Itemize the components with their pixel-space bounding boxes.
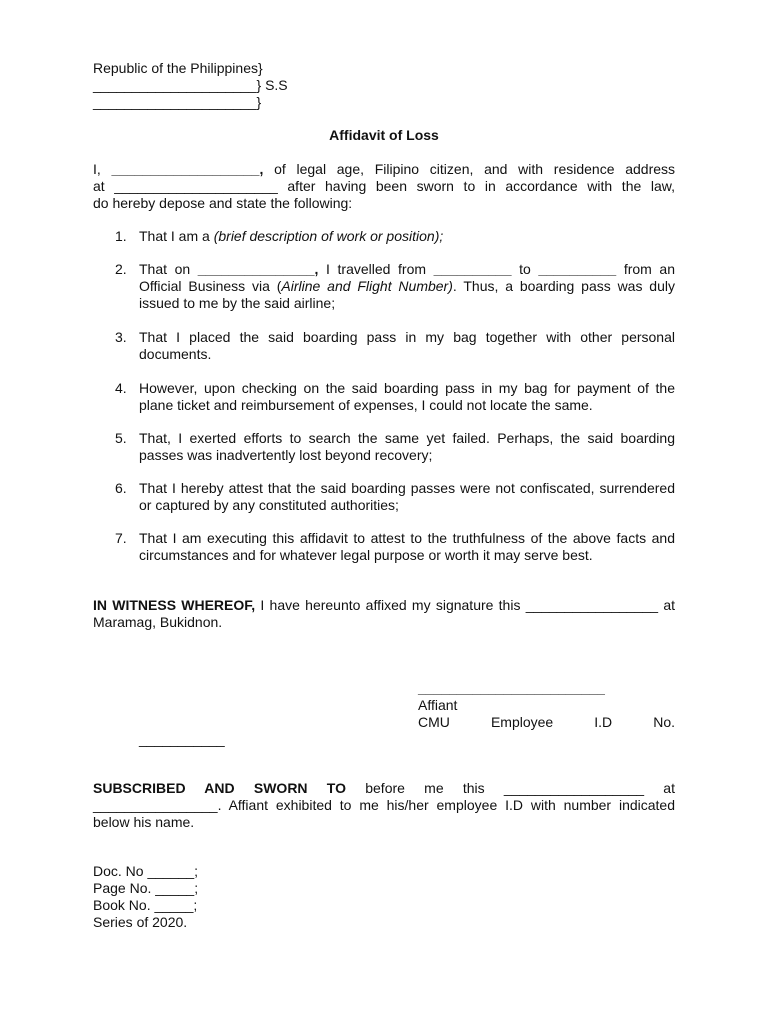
intro-line-2: at _____________________ after having been sworn to in accordance with the law,: [93, 178, 675, 194]
list-item: [115, 261, 675, 312]
date-blank: _______________,: [197, 261, 319, 277]
list-item: [115, 430, 675, 464]
name-blank: ___________________,: [111, 161, 264, 177]
origin-blank: __________: [433, 261, 512, 277]
witness-heading: IN WITNESS WHEREOF,: [93, 597, 256, 613]
header-line-republic: Republic of the Philippines}: [93, 60, 263, 76]
item-text: That, I exerted efforts to search the same yet failed. Perhaps, the said boarding passes was inadvertently lost beyond recovery;: [139, 430, 675, 463]
item-number: 1.: [115, 228, 127, 244]
intro-line-3: do hereby depose and state the following:: [93, 195, 353, 211]
list-item: [115, 329, 675, 363]
document-title: Affidavit of Loss: [329, 127, 439, 143]
item-number: 7.: [115, 530, 127, 546]
subscribed-text: before me this __________________ at ________________. Affiant exhibited to me his/her employee I.D with number indicated below his name.: [93, 780, 675, 830]
item-text-part: . Thus, a boarding pass was duly issued to me by the said airline;: [139, 278, 675, 311]
book-number: Book No. _____;: [93, 897, 198, 913]
intro-prefix: I,: [93, 161, 101, 177]
list-item: [115, 530, 675, 564]
header-line-blank: _____________________}: [93, 94, 262, 110]
item-text: However, upon checking on the said boarding pass in my bag for payment of the plane ticket and reimbursement of expenses, I could not locate the same.: [139, 380, 675, 413]
item-text: [139, 228, 675, 245]
subscribed-heading: SUBSCRIBED AND SWORN TO: [93, 780, 346, 796]
item-number: 6.: [115, 480, 127, 496]
employee-id-blank: ___________: [139, 731, 225, 747]
item-text-italic: (brief description of work or position);: [213, 228, 444, 244]
page-number: Page No. _____;: [93, 880, 199, 896]
series-year: Series of 2020.: [93, 914, 188, 930]
item-number: 2.: [115, 261, 127, 277]
header-line-ss: _____________________} S.S: [93, 77, 288, 93]
item-text: That I am executing this affidavit to attest to the truthfulness of the above facts and circumstances and for whatever legal purpose or worth it may serve best.: [139, 530, 675, 563]
list-item: [115, 228, 675, 245]
item-number: 5.: [115, 430, 127, 446]
header-block: [93, 60, 288, 111]
item-text: That I hereby attest that the said boarding passes were not confiscated, surrendered or captured by any constituted authorities;: [139, 480, 675, 513]
airline-flight-placeholder: Airline and Flight Number): [281, 278, 453, 294]
subscribed-paragraph: [93, 780, 675, 831]
witness-paragraph: [93, 597, 675, 631]
destination-blank: __________: [538, 261, 617, 277]
witness-text: I have hereunto affixed my signature this _________________ at Maramag, Bukidnon.: [93, 597, 675, 630]
item-text-part: I travelled from: [318, 261, 434, 277]
intro-paragraph: [93, 161, 675, 212]
intro-line1-rest: of legal age, Filipino citizen, and with residence address: [274, 161, 676, 177]
item-text: [139, 261, 675, 312]
doc-number: Doc. No ______;: [93, 863, 199, 879]
affiant-label: Affiant: [418, 697, 458, 713]
item-text-part: That on: [139, 261, 198, 277]
intro-line-1: [93, 161, 675, 178]
list-item: [115, 480, 675, 514]
employee-id-label: CMU Employee I.D No.: [418, 714, 675, 730]
signature-line: ________________________: [418, 680, 605, 696]
signature-block: [418, 680, 675, 731]
notary-block: [93, 863, 198, 931]
item-number: 4.: [115, 380, 127, 396]
item-number: 3.: [115, 329, 127, 345]
item-text-part: from an Official Business via (: [139, 261, 675, 294]
item-text-plain: That I am a: [139, 228, 214, 244]
list-item: [115, 380, 675, 414]
item-text-part: to: [511, 261, 539, 277]
item-text: That I placed the said boarding pass in my bag together with other personal documents.: [139, 329, 675, 362]
